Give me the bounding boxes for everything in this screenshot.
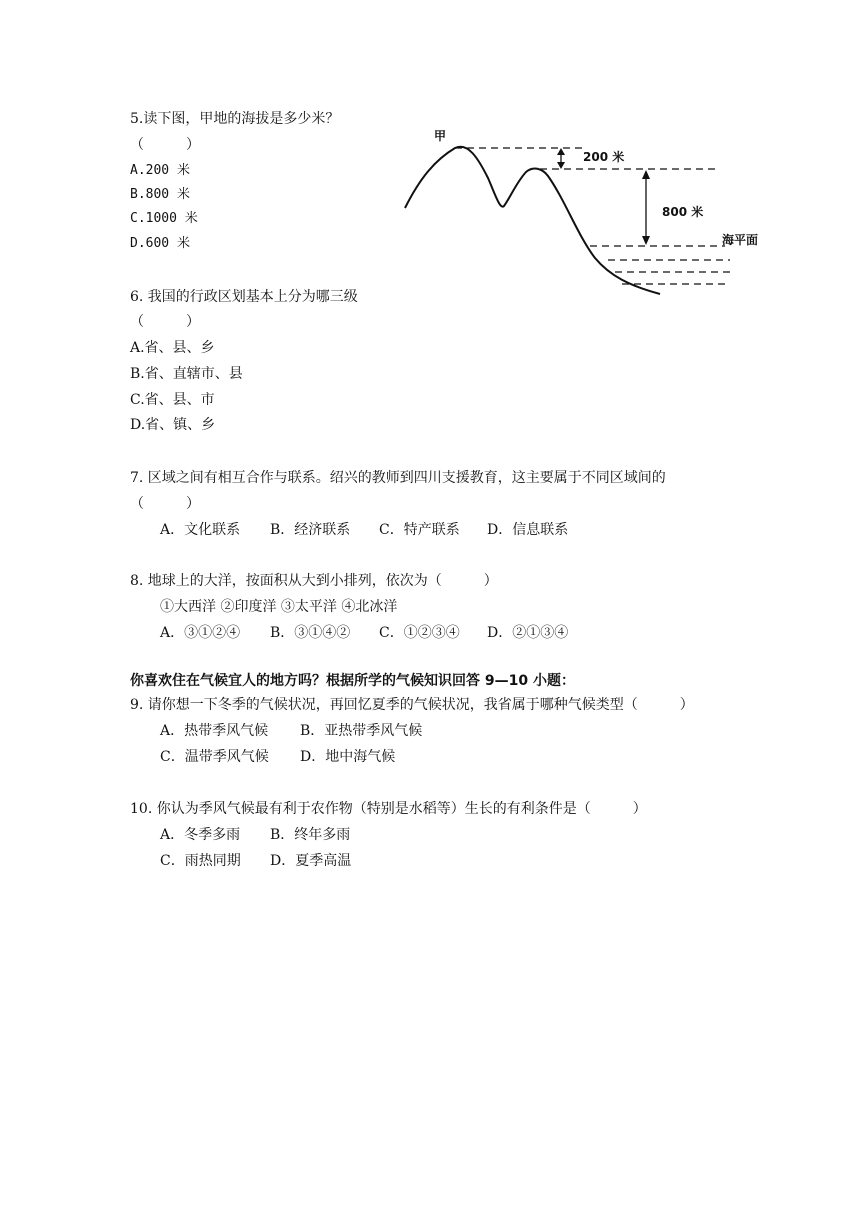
q8-option-a: A．③①②④ bbox=[160, 625, 241, 641]
q9-stem: 9. 请你想一下冬季的气候状况，再回忆夏季的气候状况，我省属于哪种气候类型（ ） bbox=[130, 697, 694, 713]
elevation-diagram bbox=[400, 128, 780, 300]
q8-ocean-list: ①大西洋 ②印度洋 ③太平洋 ④北冰洋 bbox=[160, 599, 398, 615]
q7-option-d: D．信息联系 bbox=[487, 522, 569, 538]
q6-option-c: C.省、县、市 bbox=[130, 392, 215, 408]
q8-option-c: C．①②③④ bbox=[379, 625, 460, 641]
q10-stem: 10. 你认为季风气候最有利于农作物（特别是水稻等）生长的有利条件是（ ） bbox=[130, 801, 647, 817]
q9-option-a: A．热带季风气候 bbox=[160, 723, 269, 739]
q10-option-c: C．雨热同期 bbox=[160, 853, 241, 869]
q5-option-d: D.600 米 bbox=[130, 236, 190, 251]
lower-gap-label: 800 米 bbox=[662, 205, 704, 219]
point-jia-label: 甲 bbox=[434, 129, 447, 143]
q8-stem: 8. 地球上的大洋，按面积从大到小排列，依次为（ ） bbox=[130, 573, 498, 589]
q6-option-a: A.省、县、乡 bbox=[130, 340, 215, 356]
sea-level-label: 海平面 bbox=[722, 233, 759, 247]
section-heading: 你喜欢住在气候宜人的地方吗？根据所学的气候知识回答 9—10 小题： bbox=[130, 673, 575, 689]
q8-option-b: B．③①④② bbox=[270, 625, 351, 641]
q7-option-a: A．文化联系 bbox=[160, 522, 241, 538]
q10-option-b: B．终年多雨 bbox=[270, 827, 351, 843]
q5-option-b: B.800 米 bbox=[130, 187, 190, 202]
q5-option-a: A.200 米 bbox=[130, 163, 190, 178]
q6-option-b: B.省、直辖市、县 bbox=[130, 366, 243, 382]
q7-answer-blank: （ ） bbox=[130, 496, 200, 512]
q10-option-d: D．夏季高温 bbox=[270, 853, 352, 869]
upper-gap-label: 200 米 bbox=[583, 150, 625, 164]
q9-option-b: B．亚热带季风气候 bbox=[300, 723, 423, 739]
q7-option-b: B．经济联系 bbox=[270, 522, 351, 538]
q7-stem: 7. 区域之间有相互合作与联系。绍兴的教师到四川支援教育，这主要属于不同区域间的 bbox=[130, 470, 666, 486]
q7-option-c: C．特产联系 bbox=[379, 522, 460, 538]
q6-answer-blank: （ ） bbox=[130, 314, 200, 330]
q9-option-d: D．地中海气候 bbox=[300, 749, 396, 765]
q5-stem: 5.读下图，甲地的海拔是多少米？ bbox=[130, 111, 340, 127]
q5-option-c: C.1000 米 bbox=[130, 211, 198, 226]
q10-option-a: A．冬季多雨 bbox=[160, 827, 241, 843]
q6-option-d: D.省、镇、乡 bbox=[130, 417, 216, 433]
q8-option-d: D．②①③④ bbox=[487, 625, 569, 641]
q5-answer-blank: （ ） bbox=[130, 137, 200, 153]
q9-option-c: C．温带季风气候 bbox=[160, 749, 269, 765]
q6-stem: 6. 我国的行政区划基本上分为哪三级 bbox=[130, 289, 358, 305]
